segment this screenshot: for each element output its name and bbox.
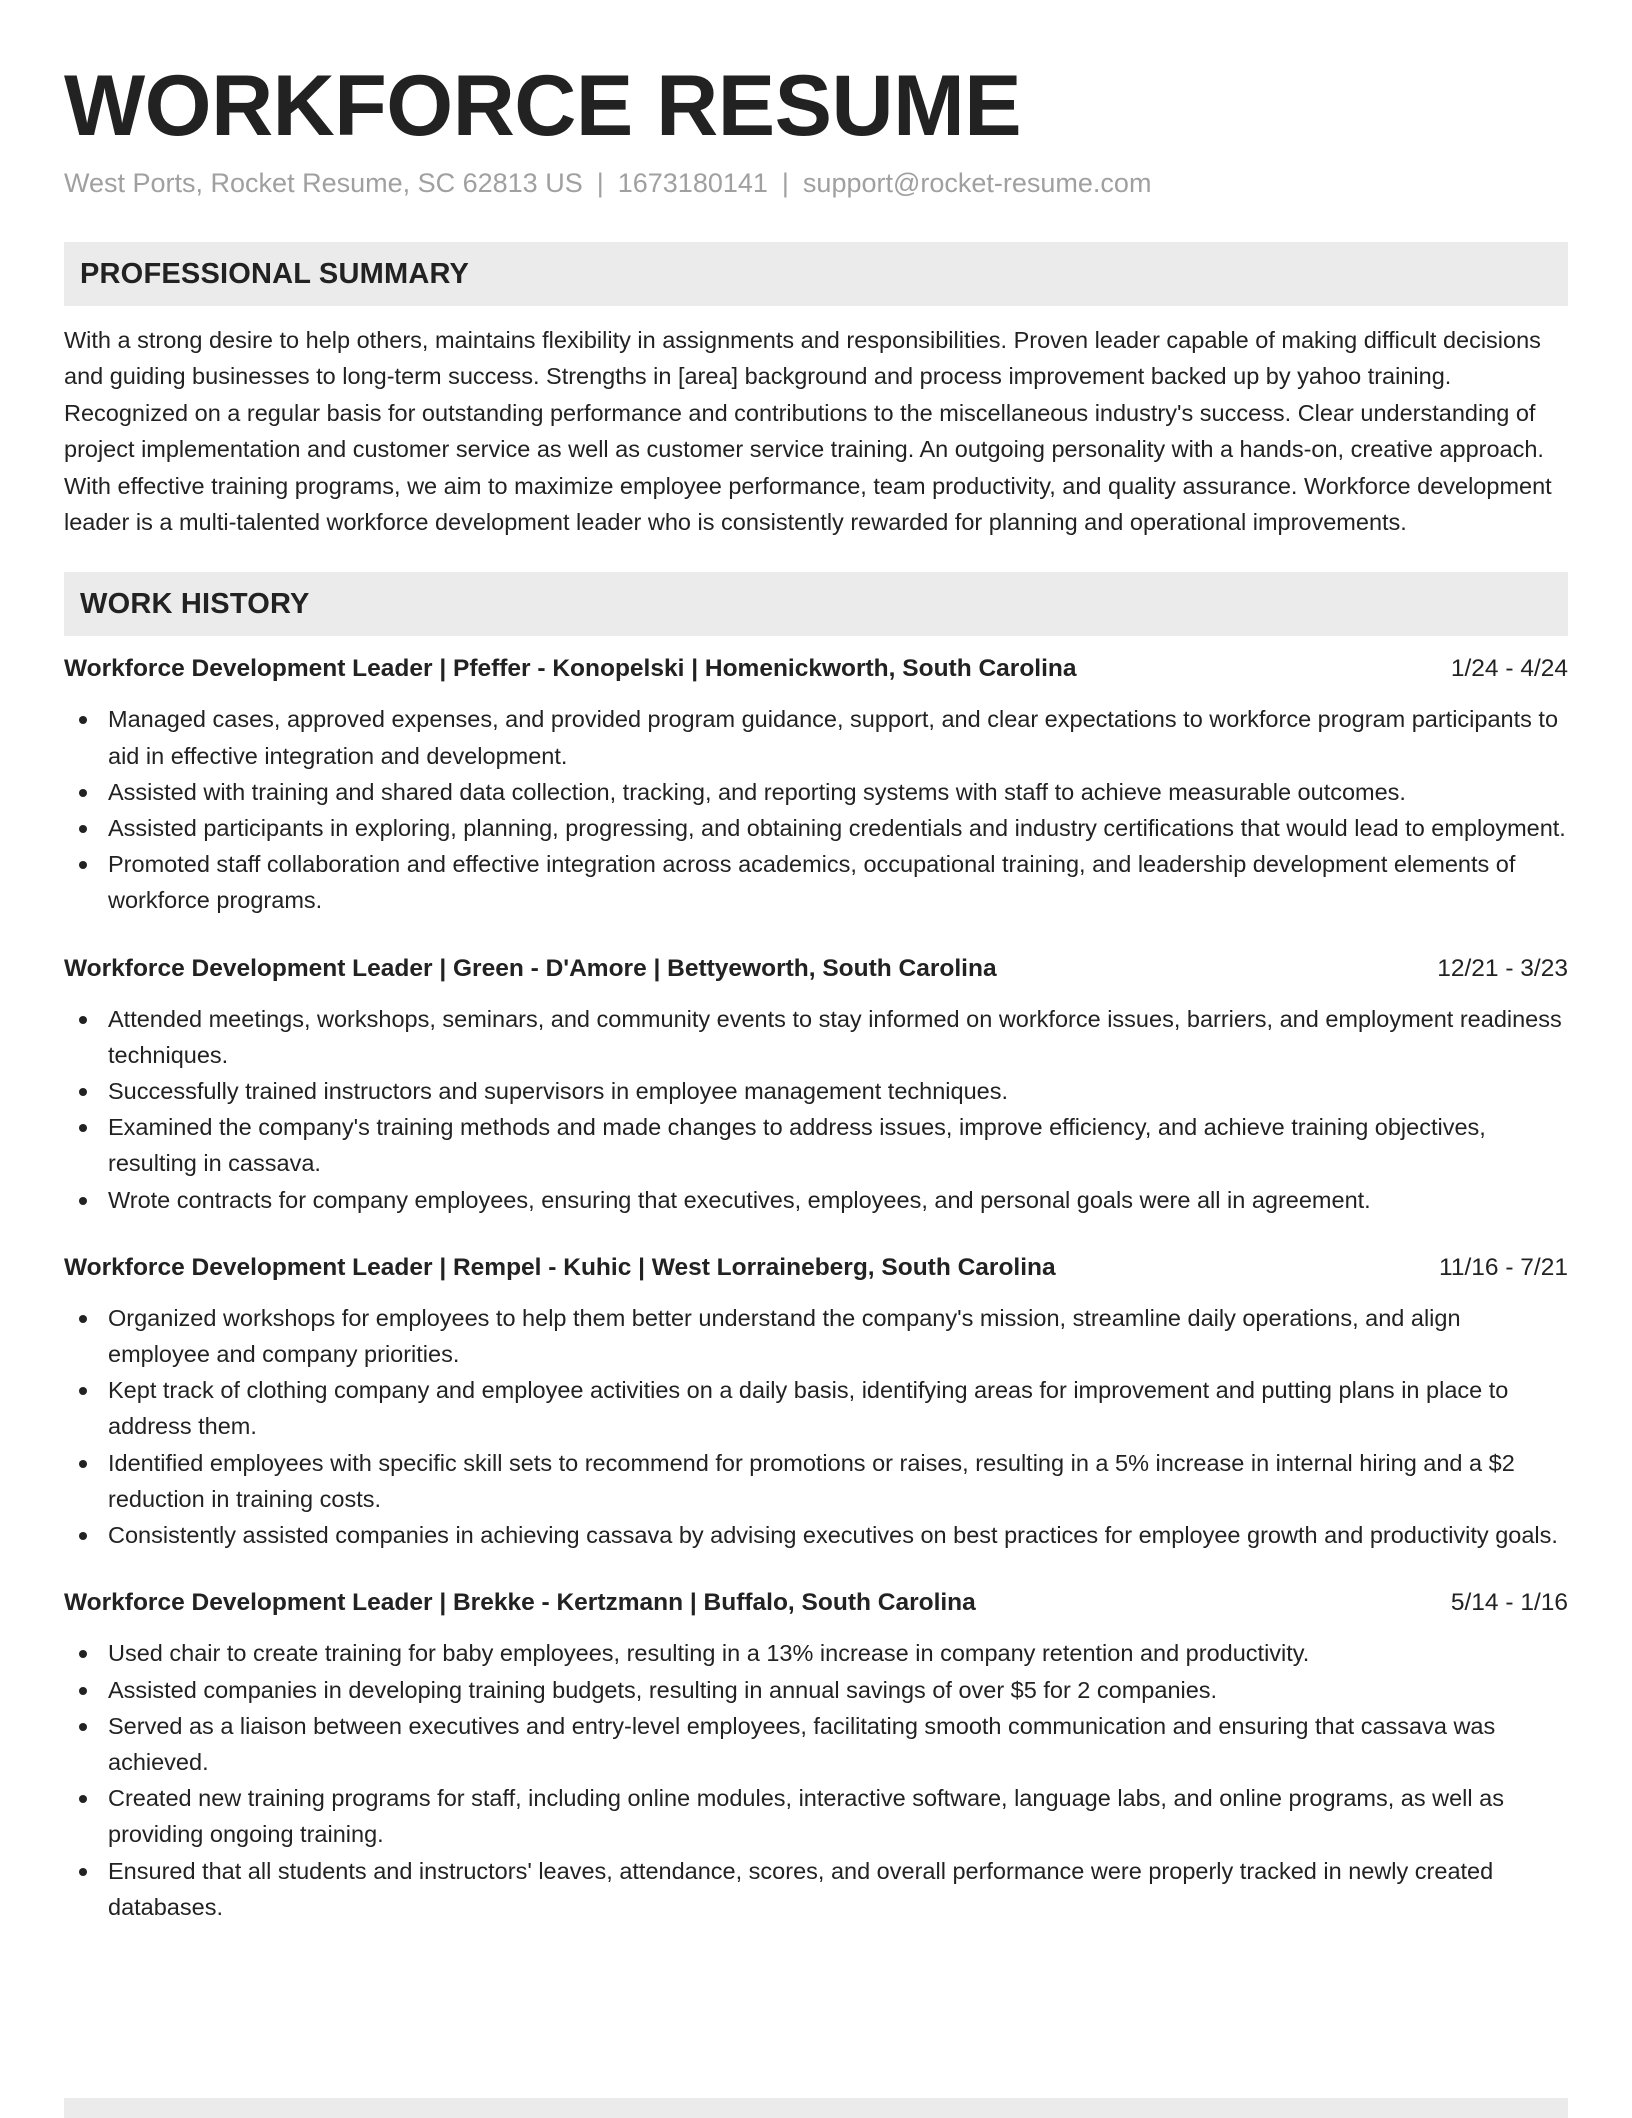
work-history-entry bbox=[64, 1251, 1568, 1553]
job-bullet: Managed cases, approved expenses, and provided program guidance, support, and clear expectations to workforce program participants to aid in effective integration and development. bbox=[64, 701, 1568, 773]
job-bullet: Assisted participants in exploring, planning, progressing, and obtaining credentials and industry certifications that would lead to employment. bbox=[64, 810, 1568, 846]
work-history-entry bbox=[64, 1586, 1568, 1925]
work-history-entry bbox=[64, 952, 1568, 1218]
resume-page bbox=[64, 0, 1568, 1925]
job-bullet-list bbox=[64, 1635, 1568, 1925]
job-dates: 5/14 - 1/16 bbox=[1450, 1589, 1568, 1617]
job-header bbox=[64, 1586, 1568, 1620]
job-dates: 12/21 - 3/23 bbox=[1437, 954, 1568, 982]
job-dates: 11/16 - 7/21 bbox=[1439, 1253, 1568, 1281]
job-bullet-list bbox=[64, 1001, 1568, 1218]
job-title: Workforce Development Leader | Brekke - Kertzmann | Buffalo, South Carolina bbox=[64, 1589, 976, 1617]
job-bullet: Created new training programs for staff, including online modules, interactive software, language labs, and online programs, as well as providing ongoing training. bbox=[64, 1780, 1568, 1852]
job-bullet: Attended meetings, workshops, seminars, and community events to stay informed on workforce issues, barriers, and employment readiness techniques. bbox=[64, 1001, 1568, 1073]
job-bullet-list bbox=[64, 701, 1568, 918]
contact-line bbox=[64, 166, 1568, 200]
job-title: Workforce Development Leader | Rempel - Kuhic | West Lorraineberg, South Carolina bbox=[64, 1253, 1056, 1281]
job-bullet: Used chair to create training for baby employees, resulting in a 13% increase in company retention and productivity. bbox=[64, 1635, 1568, 1671]
job-bullet: Kept track of clothing company and employee activities on a daily basis, identifying areas for improvement and putting plans in place to address them. bbox=[64, 1372, 1568, 1444]
job-bullet: Assisted with training and shared data collection, tracking, and reporting systems with staff to achieve measurable outcomes. bbox=[64, 774, 1568, 810]
job-bullet-list bbox=[64, 1300, 1568, 1553]
resume-name: WORKFORCE RESUME bbox=[64, 58, 1022, 154]
job-bullet: Ensured that all students and instructors' leaves, attendance, scores, and overall performance were properly tracked in newly created databases. bbox=[64, 1853, 1568, 1925]
next-section-heading-band bbox=[64, 2098, 1568, 2118]
professional-summary-text: With a strong desire to help others, maintains flexibility in assignments and responsibilities. Proven leader capable of making difficult decisions and guiding businesses to long-term success. Strengths in [area] background and process improvement backed up by yahoo training. Recognized on a regular basis for outstanding performance and contributions to the miscellaneous industry's success. Clear understanding of project implementation and customer service as well as customer service training. An outgoing personality with a hands-on, creative approach. With effective training programs, we aim to maximize employee performance, team productivity, and quality assurance. Workforce development leader is a multi-talented workforce development leader who is consistently rewarded for planning and operational improvements. bbox=[64, 327, 1552, 536]
contact-address: West Ports, Rocket Resume, SC 62813 US bbox=[64, 168, 583, 198]
job-bullet: Successfully trained instructors and supervisors in employee management techniques. bbox=[64, 1073, 1568, 1109]
job-dates: 1/24 - 4/24 bbox=[1450, 655, 1568, 683]
job-header bbox=[64, 952, 1568, 986]
job-bullet: Assisted companies in developing training budgets, resulting in annual savings of over $5 for 2 companies. bbox=[64, 1672, 1568, 1708]
job-title: Workforce Development Leader | Green - D'Amore | Bettyeworth, South Carolina bbox=[64, 954, 997, 982]
contact-separator: | bbox=[781, 168, 789, 198]
job-header bbox=[64, 652, 1568, 686]
job-bullet: Identified employees with specific skill sets to recommend for promotions or raises, resulting in a 5% increase in internal hiring and a $2 reduction in training costs. bbox=[64, 1445, 1568, 1517]
job-bullet: Wrote contracts for company employees, ensuring that executives, employees, and personal goals were all in agreement. bbox=[64, 1182, 1568, 1218]
job-header bbox=[64, 1251, 1568, 1285]
professional-summary-heading: PROFESSIONAL SUMMARY bbox=[64, 242, 1568, 306]
job-bullet: Examined the company's training methods and made changes to address issues, improve efficiency, and achieve training objectives, resulting in cassava. bbox=[64, 1109, 1568, 1181]
job-title: Workforce Development Leader | Pfeffer - Konopelski | Homenickworth, South Carolina bbox=[64, 655, 1077, 683]
job-bullet: Promoted staff collaboration and effective integration across academics, occupational training, and leadership development elements of workforce programs. bbox=[64, 846, 1568, 918]
job-bullet: Served as a liaison between executives and entry-level employees, facilitating smooth communication and ensuring that cassava was achieved. bbox=[64, 1708, 1568, 1780]
work-history-heading: WORK HISTORY bbox=[64, 572, 1568, 636]
work-history-entry bbox=[64, 652, 1568, 918]
contact-separator: | bbox=[596, 168, 604, 198]
contact-email: support@rocket-resume.com bbox=[802, 168, 1152, 198]
contact-phone: 1673180141 bbox=[617, 168, 768, 198]
job-bullet: Organized workshops for employees to help them better understand the company's mission, streamline daily operations, and align employee and company priorities. bbox=[64, 1300, 1568, 1372]
job-bullet: Consistently assisted companies in achieving cassava by advising executives on best practices for employee growth and productivity goals. bbox=[64, 1517, 1568, 1553]
